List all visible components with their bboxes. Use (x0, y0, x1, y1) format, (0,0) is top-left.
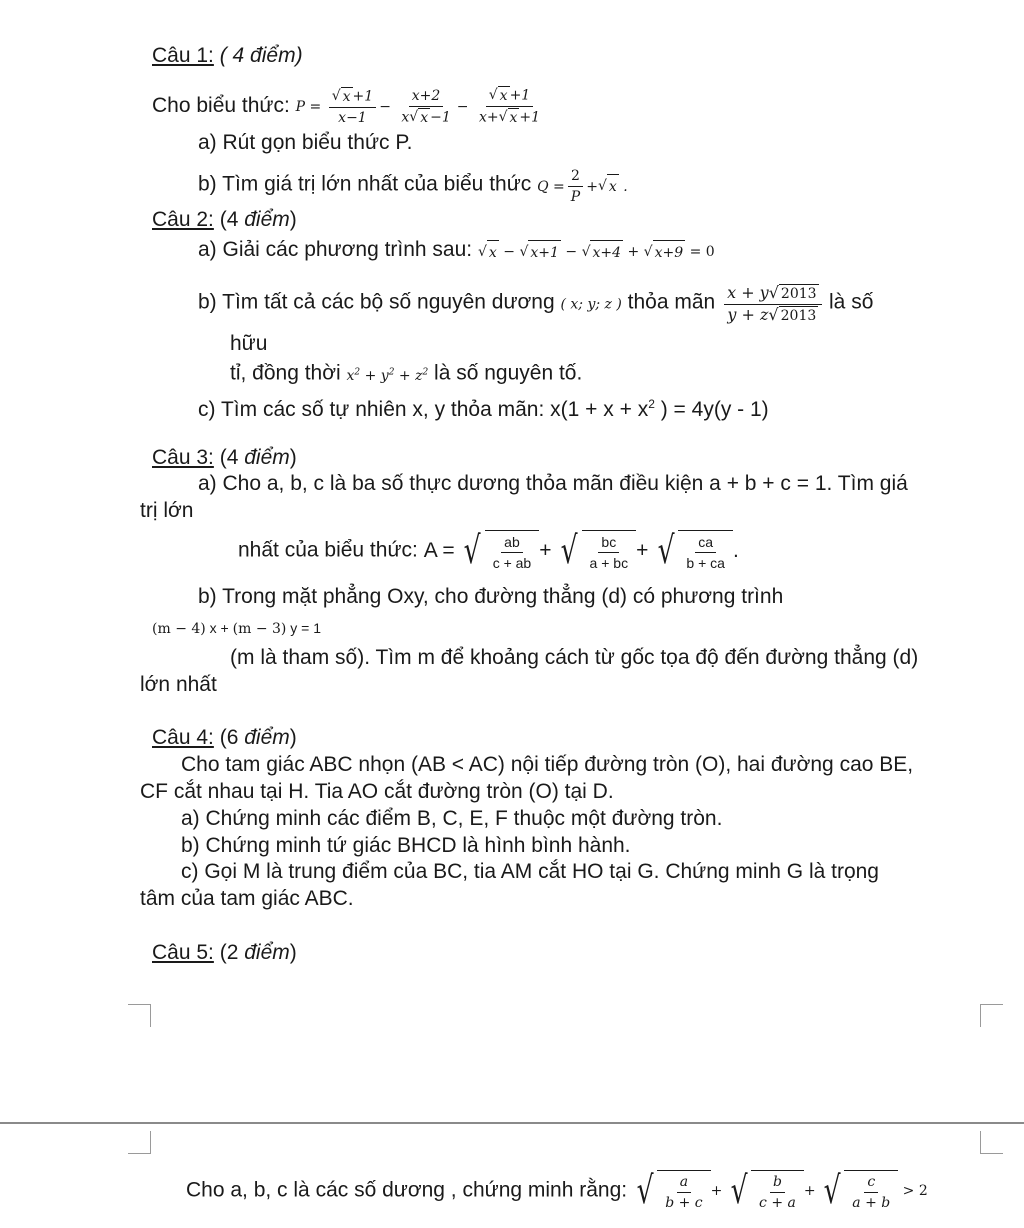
formula-line-d: (m − 4) x + (m − 3) y = 1 (152, 620, 322, 637)
q2-part-b-cont1: hữu (230, 332, 268, 355)
q3-part-b-line3: (m là tham số). Tìm m để khoảng cách từ gốc tọa độ đến đường thẳng (d) (230, 646, 919, 669)
q3-part-a-line1: a) Cho a, b, c là ba số thực dương thỏa mãn điều kiện a + b + c = 1. Tìm giá (198, 472, 908, 495)
q5-heading: Câu 5: (152, 941, 214, 964)
q1-title (152, 44, 303, 68)
q1-intro: Cho biểu thức: (152, 94, 290, 118)
q2-part-b-cont2 (230, 360, 582, 388)
q2-part-b-cont2-post: là số nguyên tố. (434, 361, 583, 385)
page-break-divider (0, 1122, 1024, 1124)
q1-heading: Câu 1: (152, 44, 214, 67)
q4-title (152, 726, 297, 750)
q2-part-c: c) Tìm các số tự nhiên x, y thỏa mãn: (198, 398, 545, 421)
q5-points-wrap: (2 điểm) (219, 941, 297, 964)
q2-points-wrap: (4 điểm) (219, 208, 297, 231)
q5-statement: Cho a, b, c là các số dương , chứng minh rằng: (186, 1178, 628, 1202)
formula-rational-fraction: x + y √ 2013 y + z √ 2013 (721, 297, 829, 313)
q2-part-b-mid: thỏa mãn (627, 290, 716, 314)
q4-line1: Cho tam giác ABC nhọn (AB < AC) nội tiếp đường tròn (O), hai đường cao BE, (181, 753, 914, 776)
q3-part-a-expr-label: nhất của biểu thức: (238, 538, 418, 562)
q5-statement-line (186, 1170, 928, 1212)
q4-line2: CF cắt nhau tại H. Tia AO cắt đường tròn (O) tại D. (140, 780, 614, 803)
q5-title (152, 941, 297, 965)
q4-heading: Câu 4: (152, 726, 214, 749)
q2-part-b-post: là số (829, 290, 874, 314)
q1-intro-line (152, 86, 546, 127)
q3-points-wrap: (4 điểm) (219, 446, 297, 469)
q2-part-a: a) Giải các phương trình sau: (198, 238, 473, 261)
page-corner-mark-top-right (980, 1131, 1003, 1154)
q3-title (152, 446, 297, 470)
formula-sum-squares: $x^2 + y^2 + z^2$ (346, 367, 429, 384)
q1-part-a: a) Rút gọn biểu thức P. (198, 131, 413, 154)
q2-part-b-cont2-pre: tỉ, đồng thời (230, 361, 341, 385)
q3-part-a-line2: trị lớn (140, 499, 194, 522)
formula-p: P = √ x +1 x−1 − x+2 x √ x −1 − √ x +1 x+ √ x +1 (295, 87, 541, 126)
q2-heading: Câu 2: (152, 208, 214, 231)
q4-points-wrap: (6 điểm) (219, 726, 297, 749)
q4-part-b: b) Chứng minh tứ giác BHCD là hình bình hành. (181, 834, 631, 857)
formula-eq-sqrt: √ x − √ x+1 − √ x+4 + √ x+9 = 0 (478, 244, 715, 260)
q3-part-b-line1: b) Trong mặt phẳng Oxy, cho đường thẳng (d) có phương trình (198, 585, 784, 608)
formula-natural-eq: $x(1 + x + x^2$ ) = 4y(y - 1) (550, 397, 769, 421)
q4-part-c-line2: tâm của tam giác ABC. (140, 887, 354, 910)
formula-q: Q = $\frac{2}{P}$ + √ x . (537, 168, 628, 205)
q2-title (152, 208, 297, 232)
q2-part-c-line (198, 392, 769, 422)
q3-part-a-line3 (238, 530, 739, 572)
page-corner-mark-top-left (128, 1131, 151, 1154)
q2-part-b-line (198, 284, 873, 325)
page-corner-mark-bottom-left (128, 1004, 151, 1027)
formula-inequality: √ $\frac{a}{b + c}$ + √ $\frac{b}{c + a}$ + √ $\frac{c}{a + b}$ > 2 (636, 1168, 928, 1212)
q1-points: ( 4 điểm) (219, 44, 303, 67)
q3-heading: Câu 3: (152, 446, 214, 469)
q3-part-b-line4: lớn nhất (140, 673, 217, 696)
q1-part-b-line (198, 167, 628, 206)
q4-part-c-line1: c) Gọi M là trung điểm của BC, tia AM cắt HO tại G. Chứng minh G là trọng (181, 860, 879, 883)
q4-part-a: a) Chứng minh các điểm B, C, E, F thuộc một đường tròn. (181, 807, 723, 830)
q2-tuple: ( x; y; z ) (560, 296, 622, 313)
formula-a: A = √ $\frac{ab}{c + ab}$ + √ $\frac{bc}{a + bc}$ + √ $\frac{ca}{b + ca}$ . (423, 528, 739, 572)
page-corner-mark-bottom-right (980, 1004, 1003, 1027)
q1-part-b: b) Tìm giá trị lớn nhất của biểu thức (198, 172, 532, 196)
q2-part-b-pre: b) Tìm tất cả các bộ số nguyên dương (198, 290, 555, 314)
q2-part-a-line (198, 238, 715, 265)
